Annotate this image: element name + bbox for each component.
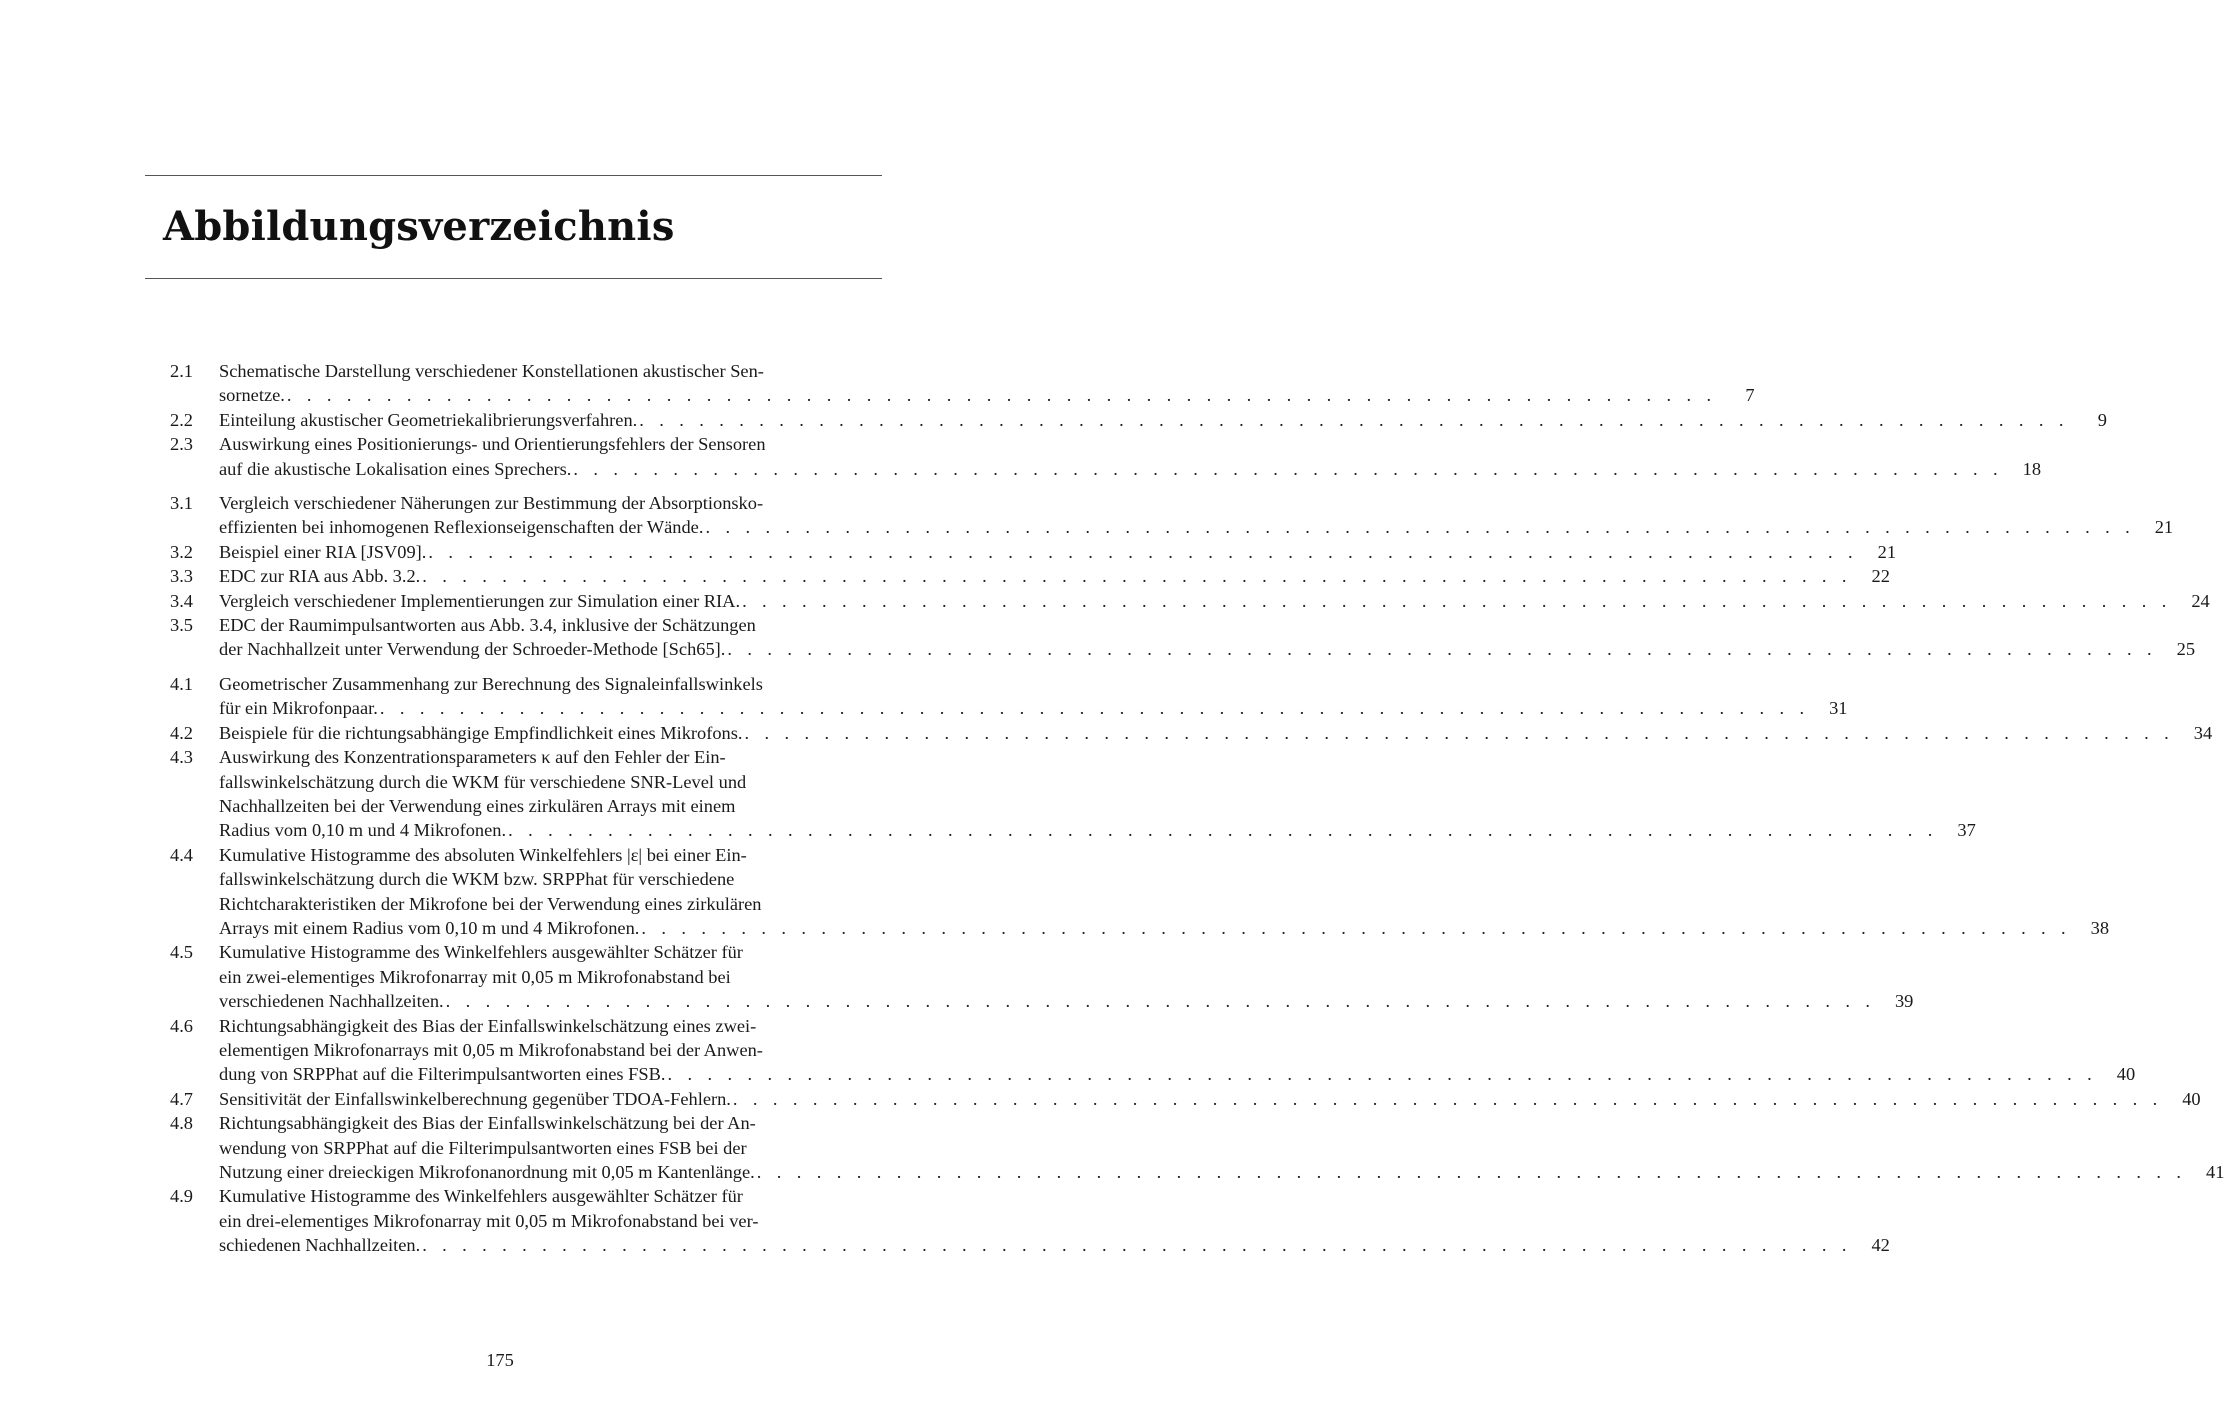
caption-line: Richtcharakteristiken der Mikrofone bei der Verwendung eines zirkulären bbox=[219, 893, 762, 914]
caption-line: wendung von SRPPhat auf die Filterimpulsantworten eines FSB bei der bbox=[219, 1137, 747, 1158]
caption-line: Richtungsabhängigkeit des Bias der Einfallswinkelschätzung eines zwei- bbox=[219, 1015, 757, 1036]
figure-page-number[interactable]: 39 bbox=[1894, 991, 1914, 1012]
figure-caption bbox=[219, 1111, 2224, 1184]
caption-line: Radius vom 0,10 m und 4 Mikrofonen. bbox=[219, 820, 507, 841]
figure-number: 4.7 bbox=[170, 1088, 193, 1109]
figure-caption bbox=[219, 1087, 2201, 1111]
figure-page-number[interactable]: 18 bbox=[2022, 458, 2042, 479]
figure-number: 4.9 bbox=[170, 1186, 193, 1207]
figure-number: 3.3 bbox=[170, 566, 193, 587]
caption-line: effizienten bei inhomogenen Reflexionseigenschaften der Wände. bbox=[219, 517, 704, 538]
figure-group bbox=[170, 491, 2210, 662]
dot-leader: . . . . . . . . . . . . . . . . . . . . . . . . . . . . . . . . . . . . . . . . . . . . . . . . . . . . . . . . . . . . . . . . . . . . . . . . bbox=[573, 458, 2004, 479]
figure-number: 4.2 bbox=[170, 722, 193, 743]
caption-line: Schematische Darstellung verschiedener Konstellationen akustischer Sen- bbox=[219, 361, 764, 381]
dot-leader: . . . . . . . . . . . . . . . . . . . . . . . . . . . . . . . . . . . . . . . . . . . . . . . . . . . . . . . . . . . . . . . . . . . . . . . . bbox=[727, 639, 2158, 660]
dot-leader: . . . . . . . . . . . . . . . . . . . . . . . . . . . . . . . . . . . . . . . . . . . . . . . . . . . . . . . . . . . . . . . . . . . . . . . . bbox=[641, 917, 2072, 938]
figure-entry[interactable] bbox=[170, 745, 1976, 843]
figure-number: 2.2 bbox=[170, 409, 193, 430]
figure-caption bbox=[219, 721, 2212, 745]
figure-number: 4.3 bbox=[170, 747, 193, 768]
figure-group bbox=[170, 672, 2224, 1258]
caption-last-line bbox=[219, 564, 1890, 588]
caption-last-line bbox=[219, 916, 2109, 940]
figure-caption bbox=[219, 432, 2041, 481]
dot-leader: . . . . . . . . . . . . . . . . . . . . . . . . . . . . . . . . . . . . . . . . . . . . . . . . . . . . . . . . . . . . . . . . . . . . . . . . bbox=[286, 385, 1717, 406]
dot-leader: . . . . . . . . . . . . . . . . . . . . . . . . . . . . . . . . . . . . . . . . . . . . . . . . . . . . . . . . . . . . . . . . . . . . . . . . bbox=[428, 541, 1859, 562]
figure-number: 3.1 bbox=[170, 493, 193, 514]
list-of-figures bbox=[170, 359, 2224, 1268]
caption-line: Auswirkung eines Positionierungs- und Orientierungsfehlers der Sensoren bbox=[219, 434, 766, 455]
caption-line: EDC zur RIA aus Abb. 3.2. bbox=[219, 566, 421, 587]
figure-number: 3.2 bbox=[170, 541, 193, 562]
caption-line: Richtungsabhängigkeit des Bias der Einfallswinkelschätzung bei der An- bbox=[219, 1113, 756, 1134]
caption-line: Vergleich verschiedener Implementierungen zur Simulation einer RIA. bbox=[219, 590, 741, 611]
figure-caption bbox=[219, 540, 1896, 564]
caption-last-line bbox=[219, 457, 2041, 481]
caption-line: Geometrischer Zusammenhang zur Berechnung des Signaleinfallswinkels bbox=[219, 673, 763, 694]
caption-last-line bbox=[219, 1233, 1890, 1257]
caption-line: Beispiel einer RIA [JSV09]. bbox=[219, 541, 427, 562]
figure-page-number[interactable]: 7 bbox=[1745, 385, 1755, 406]
figure-entry[interactable] bbox=[170, 721, 2213, 745]
figure-page-number[interactable]: 38 bbox=[2090, 917, 2110, 938]
figure-entry[interactable] bbox=[170, 940, 1914, 1013]
figure-entry[interactable] bbox=[170, 491, 2174, 540]
figure-page-number[interactable]: 21 bbox=[1877, 541, 1897, 562]
figure-page-number[interactable]: 40 bbox=[2182, 1088, 2201, 1109]
figure-entry[interactable] bbox=[170, 564, 1890, 588]
caption-line: Kumulative Histogramme des absoluten Winkelfehlers |ε| bei einer Ein- bbox=[219, 844, 747, 865]
caption-line: fallswinkelschätzung durch die WKM bzw. SRPPhat für verschiedene bbox=[219, 869, 735, 890]
caption-line: Sensitivität der Einfallswinkelberechnung gegenüber TDOA-Fehlern. bbox=[219, 1088, 731, 1109]
figure-entry[interactable] bbox=[170, 540, 1897, 564]
figure-entry[interactable] bbox=[170, 408, 2107, 432]
dot-leader: . . . . . . . . . . . . . . . . . . . . . . . . . . . . . . . . . . . . . . . . . . . . . . . . . . . . . . . . . . . . . . . . . . . . . . . . bbox=[744, 722, 2175, 743]
figure-group bbox=[170, 359, 2107, 481]
figure-caption bbox=[219, 1184, 1890, 1257]
figure-number: 3.4 bbox=[170, 590, 193, 611]
figure-number: 4.1 bbox=[170, 673, 193, 694]
caption-line: für ein Mikrofonpaar. bbox=[219, 698, 378, 719]
figure-caption bbox=[219, 745, 1976, 843]
caption-last-line bbox=[219, 1087, 2201, 1111]
figure-page-number[interactable]: 22 bbox=[1871, 566, 1890, 587]
caption-line: Nachhallzeiten bei der Verwendung eines zirkulären Arrays mit einem bbox=[219, 795, 736, 816]
figure-page-number[interactable]: 21 bbox=[2154, 517, 2174, 538]
caption-line: Nutzung einer dreieckigen Mikrofonanordnung mit 0,05 m Kantenlänge. bbox=[219, 1162, 755, 1182]
figure-page-number[interactable]: 24 bbox=[2191, 590, 2210, 611]
figure-entry[interactable] bbox=[170, 432, 2042, 481]
figure-page-number[interactable]: 34 bbox=[2193, 722, 2213, 743]
figure-number: 4.5 bbox=[170, 942, 193, 963]
figure-number: 4.8 bbox=[170, 1113, 193, 1134]
figure-page-number[interactable]: 41 bbox=[2206, 1162, 2224, 1182]
page-number: 175 bbox=[486, 1350, 514, 1370]
caption-line: schiedenen Nachhallzeiten. bbox=[219, 1235, 421, 1256]
figure-page-number[interactable]: 37 bbox=[1957, 820, 1976, 841]
figure-caption bbox=[219, 564, 1890, 588]
chapter-title: Abbildungsverzeichnis bbox=[163, 203, 675, 250]
dot-leader: . . . . . . . . . . . . . . . . . . . . . . . . . . . . . . . . . . . . . . . . . . . . . . . . . . . . . . . . . . . . . . . . . . . . . . . . bbox=[732, 1088, 2163, 1109]
header-rule-top bbox=[145, 175, 882, 176]
caption-line: der Nachhallzeit unter Verwendung der Schroeder-Methode [Sch65]. bbox=[219, 639, 726, 660]
caption-line: EDC der Raumimpulsantworten aus Abb. 3.4, inklusive der Schätzungen bbox=[219, 615, 756, 636]
caption-line: ein zwei-elementiges Mikrofonarray mit 0,05 m Mikrofonabstand bei bbox=[219, 966, 731, 987]
figure-entry[interactable] bbox=[170, 1111, 2224, 1184]
caption-line: sornetze. bbox=[219, 385, 285, 406]
figure-number: 4.6 bbox=[170, 1015, 193, 1036]
figure-caption bbox=[219, 940, 1913, 1013]
figure-caption bbox=[219, 672, 1848, 721]
caption-line: Arrays mit einem Radius vom 0,10 m und 4 Mikrofonen. bbox=[219, 917, 640, 938]
dot-leader: . . . . . . . . . . . . . . . . . . . . . . . . . . . . . . . . . . . . . . . . . . . . . . . . . . . . . . . . . . . . . . . . . . . . . . . . bbox=[422, 1235, 1852, 1256]
figure-page-number[interactable]: 25 bbox=[2176, 639, 2196, 660]
figure-entry[interactable] bbox=[170, 843, 2110, 941]
caption-line: fallswinkelschätzung durch die WKM für verschiedene SNR-Level und bbox=[219, 771, 747, 792]
caption-last-line bbox=[219, 696, 1848, 720]
caption-last-line bbox=[219, 1160, 2224, 1184]
caption-last-line bbox=[219, 989, 1913, 1013]
caption-line: verschiedenen Nachhallzeiten. bbox=[219, 991, 444, 1012]
figure-entry[interactable] bbox=[170, 1184, 1890, 1257]
caption-last-line bbox=[219, 540, 1896, 564]
caption-line: Kumulative Histogramme des Winkelfehlers ausgewählter Schätzer für bbox=[219, 1186, 743, 1207]
figure-number: 3.5 bbox=[170, 615, 193, 636]
caption-last-line bbox=[219, 515, 2173, 539]
caption-line: Vergleich verschiedener Näherungen zur Bestimmung der Absorptionsko- bbox=[219, 493, 764, 514]
dot-leader: . . . . . . . . . . . . . . . . . . . . . . . . . . . . . . . . . . . . . . . . . . . . . . . . . . . . . . . . . . . . . . . . . . . . . . . . bbox=[508, 820, 1938, 841]
figure-entry[interactable] bbox=[170, 1087, 2201, 1111]
caption-last-line bbox=[219, 721, 2212, 745]
dot-leader: . . . . . . . . . . . . . . . . . . . . . . . . . . . . . . . . . . . . . . . . . . . . . . . . . . . . . . . . . . . . . . . . . . . . . . . . bbox=[756, 1162, 2187, 1182]
caption-last-line bbox=[219, 1062, 2135, 1086]
caption-line: dung von SRPPhat auf die Filterimpulsantworten eines FSB. bbox=[219, 1064, 666, 1085]
figure-caption bbox=[219, 1014, 2135, 1087]
caption-line: Einteilung akustischer Geometriekalibrierungsverfahren. bbox=[219, 409, 638, 430]
dot-leader: . . . . . . . . . . . . . . . . . . . . . . . . . . . . . . . . . . . . . . . . . . . . . . . . . . . . . . . . . . . . . . . . . . . . . . . . bbox=[379, 698, 1810, 719]
header-rule-bottom bbox=[145, 278, 882, 279]
caption-line: Kumulative Histogramme des Winkelfehlers ausgewählter Schätzer für bbox=[219, 942, 743, 963]
figure-page-number[interactable]: 40 bbox=[2116, 1064, 2136, 1085]
caption-line: auf die akustische Lokalisation eines Sprechers. bbox=[219, 458, 572, 479]
caption-line: elementigen Mikrofonarrays mit 0,05 m Mikrofonabstand bei der Anwen- bbox=[219, 1039, 763, 1060]
figure-entry[interactable] bbox=[170, 1014, 2136, 1087]
dot-leader: . . . . . . . . . . . . . . . . . . . . . . . . . . . . . . . . . . . . . . . . . . . . . . . . . . . . . . . . . . . . . . . . . . . . . . . . bbox=[445, 991, 1876, 1012]
figure-caption bbox=[219, 491, 2173, 540]
dot-leader: . . . . . . . . . . . . . . . . . . . . . . . . . . . . . . . . . . . . . . . . . . . . . . . . . . . . . . . . . . . . . . . . . . . . . . . . bbox=[742, 590, 2172, 611]
figure-caption bbox=[219, 613, 2195, 662]
caption-last-line bbox=[219, 408, 2107, 432]
dot-leader: . . . . . . . . . . . . . . . . . . . . . . . . . . . . . . . . . . . . . . . . . . . . . . . . . . . . . . . . . . . . . . . . . . . . . . . . bbox=[639, 409, 2069, 430]
figure-entry[interactable] bbox=[170, 359, 1755, 408]
figure-number: 4.4 bbox=[170, 844, 193, 865]
figure-entry[interactable] bbox=[170, 672, 1848, 721]
figure-number: 2.1 bbox=[170, 361, 193, 381]
caption-last-line bbox=[219, 637, 2195, 661]
figure-page-number[interactable]: 9 bbox=[2097, 409, 2107, 430]
figure-page-number[interactable]: 42 bbox=[1871, 1235, 1890, 1256]
caption-last-line bbox=[219, 818, 1976, 842]
figure-caption bbox=[219, 843, 2109, 941]
caption-line: ein drei-elementiges Mikrofonarray mit 0,05 m Mikrofonabstand bei ver- bbox=[219, 1210, 759, 1231]
figure-caption bbox=[219, 359, 1755, 408]
caption-line: Beispiele für die richtungsabhängige Empfindlichkeit eines Mikrofons. bbox=[219, 722, 743, 743]
figure-entry[interactable] bbox=[170, 589, 2210, 613]
dot-leader: . . . . . . . . . . . . . . . . . . . . . . . . . . . . . . . . . . . . . . . . . . . . . . . . . . . . . . . . . . . . . . . . . . . . . . . . bbox=[422, 566, 1852, 587]
caption-last-line bbox=[219, 589, 2210, 613]
dot-leader: . . . . . . . . . . . . . . . . . . . . . . . . . . . . . . . . . . . . . . . . . . . . . . . . . . . . . . . . . . . . . . . . . . . . . . . . bbox=[667, 1064, 2098, 1085]
figure-entry[interactable] bbox=[170, 613, 2196, 662]
dot-leader: . . . . . . . . . . . . . . . . . . . . . . . . . . . . . . . . . . . . . . . . . . . . . . . . . . . . . . . . . . . . . . . . . . . . . . . . bbox=[705, 517, 2136, 538]
figure-number: 2.3 bbox=[170, 434, 193, 455]
caption-last-line bbox=[219, 383, 1755, 407]
figure-caption bbox=[219, 408, 2107, 432]
figure-caption bbox=[219, 589, 2210, 613]
caption-line: Auswirkung des Konzentrationsparameters κ auf den Fehler der Ein- bbox=[219, 747, 726, 768]
figure-page-number[interactable]: 31 bbox=[1829, 698, 1848, 719]
